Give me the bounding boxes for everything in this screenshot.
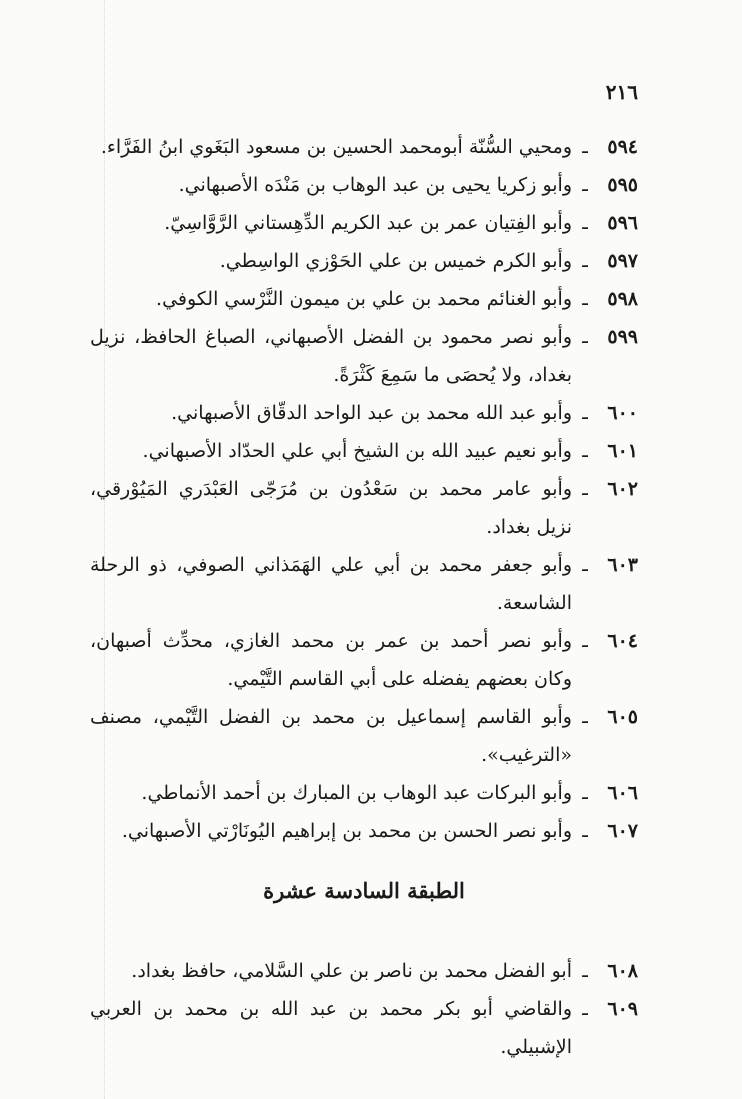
entry-dash: ـ: [582, 820, 588, 842]
entry-number: ٦٠٨: [607, 960, 638, 982]
entry-dash: ـ: [582, 630, 588, 652]
entry-text: وأبو نصر محمود بن الفضل الأصبهاني، الصباغ الحافظ، نزيل بغداد، ولا يُحصَى ما سَمِعَ كَثْرَةً.: [90, 326, 572, 386]
entry-dash: ـ: [582, 402, 588, 424]
entry-number: ٦٠١: [607, 440, 638, 462]
entry-text: وأبو جعفر محمد بن أبي علي الهَمَذاني الصوفي، ذو الرحلة الشاسعة.: [90, 554, 572, 614]
entry-text: وأبو نعيم عبيد الله بن الشيخ أبي علي الحدّاد الأصبهاني.: [142, 440, 572, 462]
entry-number: ٦٠٧: [607, 820, 638, 842]
entry-text: وأبو الفِتيان عمر بن عبد الكريم الدِّهِستاني الرَّوَّاسِيّ.: [164, 212, 572, 234]
entry-text: ومحيي السُّنّة أبومحمد الحسين بن مسعود البَغَوي ابنُ الفَرَّاء.: [100, 136, 572, 158]
entry-dash: ـ: [582, 554, 588, 576]
page-number: ٢١٦: [605, 80, 638, 104]
entry-number: ٥٩٥: [607, 174, 638, 196]
entry-dash: ـ: [582, 706, 588, 728]
entry-number: ٦٠٤: [607, 630, 638, 652]
entry-number: ٥٩٩: [607, 326, 638, 348]
entry-row: [90, 812, 638, 850]
entry-row: [90, 394, 638, 432]
entry-dash: ـ: [582, 782, 588, 804]
entry-text: وأبو زكريا يحيى بن عبد الوهاب بن مَنْدَه الأصبهاني.: [178, 174, 572, 196]
entry-number: ٥٩٤: [607, 136, 638, 158]
entry-text: وأبو نصر الحسن بن محمد بن إبراهيم اليُونَارْتي الأصبهاني.: [121, 820, 572, 842]
entry-row: [90, 698, 638, 774]
entry-row: [90, 318, 638, 394]
entry-number: ٦٠٠: [607, 402, 638, 424]
entry-row: [90, 622, 638, 698]
entry-number: ٥٩٦: [607, 212, 638, 234]
entry-text: والقاضي أبو بكر محمد بن عبد الله بن محمد بن العربي الإشبيلي.: [90, 998, 572, 1058]
entry-dash: ـ: [582, 440, 588, 462]
entry-text: وأبو الغنائم محمد بن علي بن ميمون النَّرْسي الكوفي.: [156, 288, 572, 310]
entry-number: ٦٠٥: [607, 706, 638, 728]
entry-row: [90, 546, 638, 622]
entry-row: [90, 128, 638, 166]
entry-number: ٦٠٩: [607, 998, 638, 1020]
entry-row: [90, 280, 638, 318]
entry-text: وأبو عامر محمد بن سَعْدُون بن مُرَجّى العَبْدَري المَيُوْرقي، نزيل بغداد.: [90, 478, 572, 538]
entry-text: أبو الفضل محمد بن ناصر بن علي السَّلامي، حافظ بغداد.: [131, 960, 572, 982]
entry-row: [90, 952, 638, 990]
entry-text: وأبو القاسم إسماعيل بن محمد بن الفضل التَّيْمي، مصنف «الترغيب».: [90, 706, 572, 766]
entry-row: [90, 774, 638, 812]
entry-dash: ـ: [582, 478, 588, 500]
entry-dash: ـ: [582, 212, 588, 234]
entry-number: ٥٩٧: [607, 250, 638, 272]
entry-text: وأبو البركات عبد الوهاب بن المبارك بن أحمد الأنماطي.: [141, 782, 572, 804]
entry-number: ٦٠٢: [607, 478, 638, 500]
entry-row: [90, 166, 638, 204]
entries-list: [90, 128, 638, 850]
entries-list-second: [90, 952, 638, 1066]
entry-text: وأبو الكرم خميس بن علي الحَوْزي الواسِطي.: [219, 250, 572, 272]
entry-dash: ـ: [582, 174, 588, 196]
entry-row: [90, 470, 638, 546]
entry-dash: ـ: [582, 250, 588, 272]
entry-row: [90, 432, 638, 470]
entry-number: ٥٩٨: [607, 288, 638, 310]
entry-number: ٦٠٦: [607, 782, 638, 804]
entry-dash: ـ: [582, 288, 588, 310]
entry-text: وأبو نصر أحمد بن عمر بن محمد الغازي، محدِّث أصبهان، وكان بعضهم يفضله على أبي القاسم التَّيْمي.: [90, 630, 572, 690]
entry-dash: ـ: [582, 998, 588, 1020]
entry-text: وأبو عبد الله محمد بن عبد الواحد الدقّاق الأصبهاني.: [171, 402, 572, 424]
entry-row: [90, 242, 638, 280]
section-heading: الطبقة السادسة عشرة: [263, 878, 465, 903]
entry-dash: ـ: [582, 136, 588, 158]
entry-number: ٦٠٣: [607, 554, 638, 576]
entry-row: [90, 204, 638, 242]
entry-dash: ـ: [582, 960, 588, 982]
entry-row: [90, 990, 638, 1066]
entry-dash: ـ: [582, 326, 588, 348]
